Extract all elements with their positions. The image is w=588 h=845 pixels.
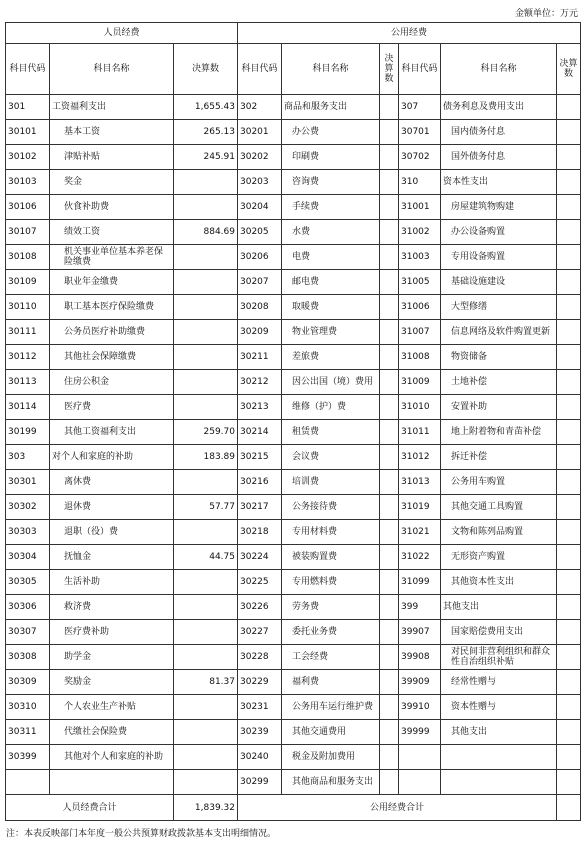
subject-amount bbox=[174, 570, 238, 595]
subject-amount bbox=[174, 770, 238, 795]
subject-code: 30211 bbox=[238, 345, 282, 370]
subject-code: 31011 bbox=[399, 420, 441, 445]
subject-code: 31001 bbox=[399, 195, 441, 220]
table-row bbox=[6, 745, 581, 770]
subject-amount bbox=[557, 220, 581, 245]
subject-name bbox=[441, 770, 557, 795]
subject-amount bbox=[557, 520, 581, 545]
subject-amount bbox=[557, 595, 581, 620]
subject-name: 因公出国（境）费用 bbox=[282, 370, 380, 395]
subject-name: 其他社会保障缴费 bbox=[50, 345, 174, 370]
subject-name: 专用设备购置 bbox=[441, 245, 557, 270]
subject-name: 文物和陈列品购置 bbox=[441, 520, 557, 545]
subject-name: 其他工资福利支出 bbox=[50, 420, 174, 445]
subject-amount bbox=[174, 395, 238, 420]
subject-code: 31012 bbox=[399, 445, 441, 470]
header-name: 科目名称 bbox=[50, 44, 174, 95]
subject-name: 房屋建筑物购建 bbox=[441, 195, 557, 220]
subject-code: 31006 bbox=[399, 295, 441, 320]
table-row bbox=[6, 395, 581, 420]
subject-code: 30311 bbox=[6, 720, 50, 745]
table-row bbox=[6, 95, 581, 120]
subject-name: 助学金 bbox=[50, 645, 174, 670]
subject-name: 津贴补贴 bbox=[50, 145, 174, 170]
table-row bbox=[6, 445, 581, 470]
subject-code: 30218 bbox=[238, 520, 282, 545]
total-personnel-value: 1,839.32 bbox=[174, 795, 238, 821]
subject-amount bbox=[557, 95, 581, 120]
subject-code: 30208 bbox=[238, 295, 282, 320]
subject-amount bbox=[557, 370, 581, 395]
subject-name: 抚恤金 bbox=[50, 545, 174, 570]
subject-name: 其他支出 bbox=[441, 720, 557, 745]
subject-amount: 259.70 bbox=[174, 420, 238, 445]
subject-amount bbox=[557, 245, 581, 270]
subject-code: 30216 bbox=[238, 470, 282, 495]
subject-amount bbox=[380, 270, 399, 295]
subject-name: 劳务费 bbox=[282, 595, 380, 620]
subject-name: 公务用车购置 bbox=[441, 470, 557, 495]
table-row bbox=[6, 170, 581, 195]
subject-code: 31010 bbox=[399, 395, 441, 420]
subject-amount bbox=[557, 545, 581, 570]
subject-name: 工会经费 bbox=[282, 645, 380, 670]
subject-name: 其他商品和服务支出 bbox=[282, 770, 380, 795]
subject-name: 办公设备购置 bbox=[441, 220, 557, 245]
subject-name: 无形资产购置 bbox=[441, 545, 557, 570]
subject-name: 公务接待费 bbox=[282, 495, 380, 520]
subject-code: 30111 bbox=[6, 320, 50, 345]
table-row bbox=[6, 520, 581, 545]
subject-code: 30304 bbox=[6, 545, 50, 570]
subject-amount bbox=[557, 170, 581, 195]
subject-name: 委托业务费 bbox=[282, 620, 380, 645]
subject-name: 税金及附加费用 bbox=[282, 745, 380, 770]
subject-name: 地上附着物和青苗补偿 bbox=[441, 420, 557, 445]
subject-code: 30239 bbox=[238, 720, 282, 745]
subject-code: 30231 bbox=[238, 695, 282, 720]
subject-amount bbox=[174, 295, 238, 320]
subject-code: 31019 bbox=[399, 495, 441, 520]
subject-name: 住房公积金 bbox=[50, 370, 174, 395]
subject-code: 30702 bbox=[399, 145, 441, 170]
subject-name bbox=[441, 745, 557, 770]
subject-name: 会议费 bbox=[282, 445, 380, 470]
subject-code: 39999 bbox=[399, 720, 441, 745]
expenditure-table bbox=[5, 22, 581, 821]
subject-amount bbox=[557, 670, 581, 695]
subject-name: 资本性赠与 bbox=[441, 695, 557, 720]
subject-code: 30201 bbox=[238, 120, 282, 145]
total-public-value bbox=[557, 795, 581, 821]
subject-code: 31009 bbox=[399, 370, 441, 395]
subject-code: 31002 bbox=[399, 220, 441, 245]
table-row bbox=[6, 570, 581, 595]
subject-amount bbox=[557, 120, 581, 145]
subject-code: 30209 bbox=[238, 320, 282, 345]
subject-name: 资本性支出 bbox=[441, 170, 557, 195]
unit-label: 金额单位：万元 bbox=[514, 9, 578, 19]
subject-code: 30113 bbox=[6, 370, 50, 395]
subject-name: 福利费 bbox=[282, 670, 380, 695]
subject-amount bbox=[557, 445, 581, 470]
subject-code: 30212 bbox=[238, 370, 282, 395]
subject-name: 退休费 bbox=[50, 495, 174, 520]
subject-name: 基础设施建设 bbox=[441, 270, 557, 295]
total-public-label: 公用经费合计 bbox=[238, 795, 557, 821]
subject-name: 专用燃料费 bbox=[282, 570, 380, 595]
subject-amount bbox=[557, 420, 581, 445]
subject-amount bbox=[557, 720, 581, 745]
subject-code: 31021 bbox=[399, 520, 441, 545]
subject-amount bbox=[557, 745, 581, 770]
subject-code: 30203 bbox=[238, 170, 282, 195]
subject-name: 机关事业单位基本养老保险缴费 bbox=[50, 245, 174, 270]
header-amount: 决算数 bbox=[380, 44, 399, 95]
subject-code: 30309 bbox=[6, 670, 50, 695]
subject-code: 30199 bbox=[6, 420, 50, 445]
subject-name: 物资储备 bbox=[441, 345, 557, 370]
subject-code: 30108 bbox=[6, 245, 50, 270]
subject-code bbox=[399, 745, 441, 770]
subject-name: 手续费 bbox=[282, 195, 380, 220]
table-row bbox=[6, 620, 581, 645]
subject-code: 31099 bbox=[399, 570, 441, 595]
subject-amount bbox=[380, 520, 399, 545]
subject-code: 30226 bbox=[238, 595, 282, 620]
table-row bbox=[6, 370, 581, 395]
subject-name: 伙食补助费 bbox=[50, 195, 174, 220]
subject-amount bbox=[174, 270, 238, 295]
subject-code: 30102 bbox=[6, 145, 50, 170]
subject-amount bbox=[380, 120, 399, 145]
subject-name: 拆迁补偿 bbox=[441, 445, 557, 470]
subject-code: 30227 bbox=[238, 620, 282, 645]
subject-amount bbox=[380, 345, 399, 370]
table-row bbox=[6, 670, 581, 695]
subject-name: 物业管理费 bbox=[282, 320, 380, 345]
table-row bbox=[6, 195, 581, 220]
subject-amount bbox=[380, 170, 399, 195]
subject-code: 30310 bbox=[6, 695, 50, 720]
subject-code: 310 bbox=[399, 170, 441, 195]
subject-amount: 1,655.43 bbox=[174, 95, 238, 120]
subject-name: 信息网络及软件购置更新 bbox=[441, 320, 557, 345]
subject-code: 30305 bbox=[6, 570, 50, 595]
subject-amount bbox=[557, 620, 581, 645]
subject-code bbox=[6, 770, 50, 795]
subject-code: 31013 bbox=[399, 470, 441, 495]
subject-code: 30114 bbox=[6, 395, 50, 420]
section-personnel: 人员经费 bbox=[6, 23, 238, 44]
subject-name bbox=[50, 770, 174, 795]
subject-name: 国外债务付息 bbox=[441, 145, 557, 170]
subject-amount bbox=[557, 645, 581, 670]
table-note: 注：本表反映部门本年度一般公共预算财政拨款基本支出明细情况。 bbox=[6, 829, 277, 839]
subject-code: 31022 bbox=[399, 545, 441, 570]
subject-code: 30213 bbox=[238, 395, 282, 420]
subject-code: 301 bbox=[6, 95, 50, 120]
subject-name: 公务员医疗补助缴费 bbox=[50, 320, 174, 345]
subject-amount bbox=[380, 445, 399, 470]
subject-name: 其他交通费用 bbox=[282, 720, 380, 745]
total-personnel-label: 人员经费合计 bbox=[6, 795, 174, 821]
subject-code: 30205 bbox=[238, 220, 282, 245]
subject-code: 30299 bbox=[238, 770, 282, 795]
subject-amount: 57.77 bbox=[174, 495, 238, 520]
subject-name: 医疗费补助 bbox=[50, 620, 174, 645]
table-row bbox=[6, 120, 581, 145]
subject-amount bbox=[380, 370, 399, 395]
subject-name: 工资福利支出 bbox=[50, 95, 174, 120]
subject-amount: 44.75 bbox=[174, 545, 238, 570]
subject-name: 其他支出 bbox=[441, 595, 557, 620]
subject-amount bbox=[557, 320, 581, 345]
subject-amount bbox=[557, 470, 581, 495]
subject-name: 咨询费 bbox=[282, 170, 380, 195]
subject-amount bbox=[557, 495, 581, 520]
header-name: 科目名称 bbox=[282, 44, 380, 95]
subject-amount bbox=[174, 520, 238, 545]
subject-amount bbox=[174, 620, 238, 645]
subject-amount bbox=[174, 720, 238, 745]
subject-amount bbox=[380, 570, 399, 595]
subject-name: 维修（护）费 bbox=[282, 395, 380, 420]
subject-amount bbox=[380, 595, 399, 620]
subject-name: 退职（役）费 bbox=[50, 520, 174, 545]
subject-code: 31007 bbox=[399, 320, 441, 345]
subject-amount bbox=[380, 220, 399, 245]
subject-name: 大型修缮 bbox=[441, 295, 557, 320]
header-name: 科目名称 bbox=[441, 44, 557, 95]
subject-amount: 245.91 bbox=[174, 145, 238, 170]
subject-code: 30228 bbox=[238, 645, 282, 670]
subject-code bbox=[399, 770, 441, 795]
subject-code: 30240 bbox=[238, 745, 282, 770]
table-row bbox=[6, 695, 581, 720]
subject-amount bbox=[380, 295, 399, 320]
subject-amount: 884.69 bbox=[174, 220, 238, 245]
subject-amount bbox=[380, 695, 399, 720]
subject-name: 租赁费 bbox=[282, 420, 380, 445]
subject-name: 个人农业生产补贴 bbox=[50, 695, 174, 720]
table-row bbox=[6, 470, 581, 495]
subject-name: 商品和服务支出 bbox=[282, 95, 380, 120]
subject-name: 被装购置费 bbox=[282, 545, 380, 570]
subject-code: 30301 bbox=[6, 470, 50, 495]
subject-name: 国内债务付息 bbox=[441, 120, 557, 145]
subject-name: 离休费 bbox=[50, 470, 174, 495]
subject-amount bbox=[174, 195, 238, 220]
table-row bbox=[6, 245, 581, 270]
subject-name: 差旅费 bbox=[282, 345, 380, 370]
subject-name: 电费 bbox=[282, 245, 380, 270]
subject-amount bbox=[380, 620, 399, 645]
table-row bbox=[6, 270, 581, 295]
subject-name: 其他资本性支出 bbox=[441, 570, 557, 595]
subject-code: 30109 bbox=[6, 270, 50, 295]
subject-amount bbox=[380, 745, 399, 770]
subject-amount bbox=[380, 645, 399, 670]
header-amount: 决算数 bbox=[174, 44, 238, 95]
subject-code: 39907 bbox=[399, 620, 441, 645]
subject-code: 30224 bbox=[238, 545, 282, 570]
subject-code: 39910 bbox=[399, 695, 441, 720]
subject-amount bbox=[557, 145, 581, 170]
subject-amount bbox=[380, 470, 399, 495]
subject-amount bbox=[380, 95, 399, 120]
subject-code: 31008 bbox=[399, 345, 441, 370]
table-row bbox=[6, 345, 581, 370]
subject-name: 土地补偿 bbox=[441, 370, 557, 395]
subject-amount bbox=[557, 195, 581, 220]
subject-amount bbox=[380, 545, 399, 570]
subject-code: 30202 bbox=[238, 145, 282, 170]
subject-code: 399 bbox=[399, 595, 441, 620]
subject-amount bbox=[380, 770, 399, 795]
subject-code: 30306 bbox=[6, 595, 50, 620]
subject-name: 水费 bbox=[282, 220, 380, 245]
subject-amount: 183.89 bbox=[174, 445, 238, 470]
subject-name: 职业年金缴费 bbox=[50, 270, 174, 295]
section-public: 公用经费 bbox=[238, 23, 581, 44]
subject-code: 30101 bbox=[6, 120, 50, 145]
subject-code: 30303 bbox=[6, 520, 50, 545]
subject-code: 30217 bbox=[238, 495, 282, 520]
subject-code: 30302 bbox=[6, 495, 50, 520]
subject-name: 医疗费 bbox=[50, 395, 174, 420]
table-row bbox=[6, 595, 581, 620]
subject-amount bbox=[557, 295, 581, 320]
table-body bbox=[6, 95, 581, 795]
subject-name: 取暖费 bbox=[282, 295, 380, 320]
subject-name: 债务利息及费用支出 bbox=[441, 95, 557, 120]
table-row bbox=[6, 295, 581, 320]
subject-name: 其他交通工具购置 bbox=[441, 495, 557, 520]
table-row bbox=[6, 495, 581, 520]
subject-code: 30110 bbox=[6, 295, 50, 320]
subject-code: 303 bbox=[6, 445, 50, 470]
table-row bbox=[6, 420, 581, 445]
subject-name: 培训费 bbox=[282, 470, 380, 495]
subject-amount bbox=[174, 745, 238, 770]
subject-name: 印刷费 bbox=[282, 145, 380, 170]
subject-code: 30206 bbox=[238, 245, 282, 270]
subject-name: 对民间非营利组织和群众性自治组织补贴 bbox=[441, 645, 557, 670]
subject-name: 救济费 bbox=[50, 595, 174, 620]
subject-code: 31005 bbox=[399, 270, 441, 295]
table-row bbox=[6, 320, 581, 345]
subject-amount bbox=[380, 670, 399, 695]
subject-name: 对个人和家庭的补助 bbox=[50, 445, 174, 470]
subject-code: 30701 bbox=[399, 120, 441, 145]
subject-name: 基本工资 bbox=[50, 120, 174, 145]
subject-amount bbox=[380, 395, 399, 420]
subject-amount bbox=[557, 395, 581, 420]
subject-code: 30225 bbox=[238, 570, 282, 595]
subject-name: 奖励金 bbox=[50, 670, 174, 695]
subject-amount: 81.37 bbox=[174, 670, 238, 695]
subject-amount bbox=[380, 720, 399, 745]
subject-amount bbox=[174, 595, 238, 620]
subject-code: 30229 bbox=[238, 670, 282, 695]
subject-code: 307 bbox=[399, 95, 441, 120]
subject-code: 30307 bbox=[6, 620, 50, 645]
subject-amount bbox=[174, 645, 238, 670]
table-row bbox=[6, 220, 581, 245]
subject-name: 国家赔偿费用支出 bbox=[441, 620, 557, 645]
subject-code: 30215 bbox=[238, 445, 282, 470]
subject-amount bbox=[380, 245, 399, 270]
header-code: 科目代码 bbox=[6, 44, 50, 95]
subject-amount bbox=[380, 320, 399, 345]
subject-code: 39908 bbox=[399, 645, 441, 670]
subject-amount: 265.13 bbox=[174, 120, 238, 145]
table-row bbox=[6, 720, 581, 745]
table-row bbox=[6, 145, 581, 170]
subject-name: 安置补助 bbox=[441, 395, 557, 420]
subject-code: 30207 bbox=[238, 270, 282, 295]
subject-amount bbox=[174, 320, 238, 345]
subject-name: 邮电费 bbox=[282, 270, 380, 295]
subject-code: 30112 bbox=[6, 345, 50, 370]
subject-amount bbox=[557, 570, 581, 595]
subject-amount bbox=[174, 345, 238, 370]
subject-code: 30399 bbox=[6, 745, 50, 770]
subject-code: 30106 bbox=[6, 195, 50, 220]
subject-amount bbox=[380, 420, 399, 445]
table-row bbox=[6, 545, 581, 570]
subject-code: 31003 bbox=[399, 245, 441, 270]
table-row bbox=[6, 645, 581, 670]
subject-name: 奖金 bbox=[50, 170, 174, 195]
subject-name: 经常性赠与 bbox=[441, 670, 557, 695]
table-row bbox=[6, 770, 581, 795]
subject-amount bbox=[174, 170, 238, 195]
subject-code: 30308 bbox=[6, 645, 50, 670]
subject-name: 办公费 bbox=[282, 120, 380, 145]
subject-amount bbox=[380, 195, 399, 220]
subject-name: 其他对个人和家庭的补助 bbox=[50, 745, 174, 770]
subject-name: 公务用车运行维护费 bbox=[282, 695, 380, 720]
subject-code: 30103 bbox=[6, 170, 50, 195]
subject-name: 绩效工资 bbox=[50, 220, 174, 245]
subject-amount bbox=[380, 495, 399, 520]
header-amount: 决算数 bbox=[557, 44, 581, 95]
subject-amount bbox=[557, 695, 581, 720]
subject-code: 302 bbox=[238, 95, 282, 120]
subject-code: 30214 bbox=[238, 420, 282, 445]
subject-amount bbox=[174, 470, 238, 495]
subject-amount bbox=[557, 345, 581, 370]
subject-amount bbox=[174, 245, 238, 270]
subject-name: 生活补助 bbox=[50, 570, 174, 595]
subject-name: 职工基本医疗保险缴费 bbox=[50, 295, 174, 320]
subject-amount bbox=[557, 770, 581, 795]
subject-name: 代缴社会保险费 bbox=[50, 720, 174, 745]
subject-amount bbox=[380, 145, 399, 170]
header-code: 科目代码 bbox=[238, 44, 282, 95]
subject-amount bbox=[174, 695, 238, 720]
header-code: 科目代码 bbox=[399, 44, 441, 95]
subject-code: 30107 bbox=[6, 220, 50, 245]
subject-name: 专用材料费 bbox=[282, 520, 380, 545]
subject-code: 39909 bbox=[399, 670, 441, 695]
subject-amount bbox=[557, 270, 581, 295]
subject-amount bbox=[174, 370, 238, 395]
subject-code: 30204 bbox=[238, 195, 282, 220]
